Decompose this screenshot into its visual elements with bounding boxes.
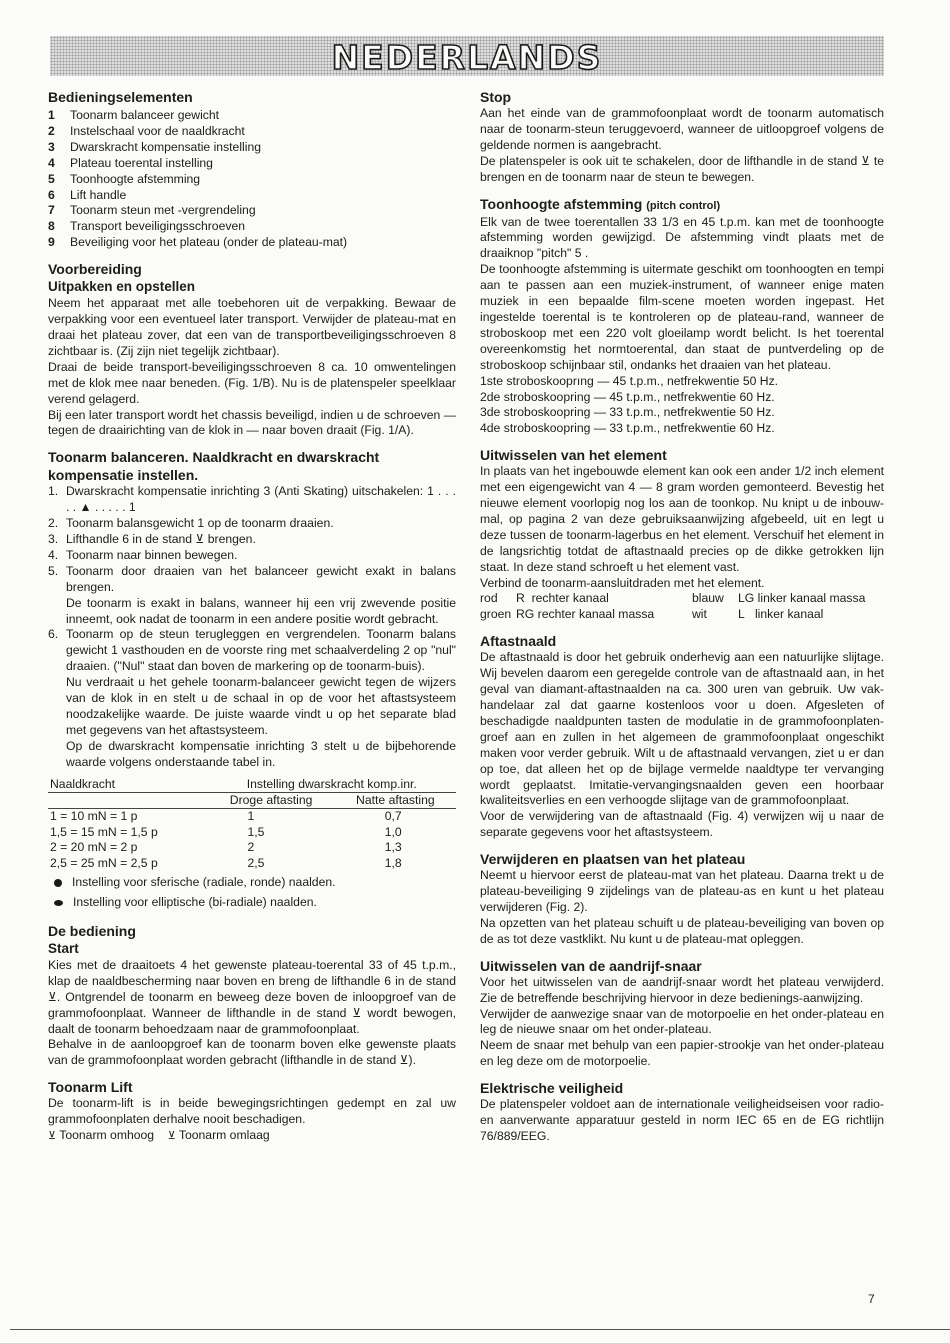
list-item <box>48 564 456 628</box>
page-title: NEDERLANDS <box>331 38 603 77</box>
paragraph: Verwijder de aanwezige snaar van de motorpoelie en het onder-plateau en leg de nieuwe snaar om het onder-plateau. <box>480 1006 884 1037</box>
paragraph: De toonarm-lift is in beide bewegingsrichtingen gedempt en zal uw grammofoonplaten derhalve nooit beschadigen. <box>48 1096 456 1127</box>
paragraph: Verbind de toonarm-aansluitdraden met het element. <box>480 575 765 590</box>
heading-stop: Stop <box>480 89 512 105</box>
table-cell: 1,0 <box>384 824 402 839</box>
item-text: Instelschaal voor de naaldkracht <box>70 123 245 138</box>
paragraph: De aftastnaald is door het gebruik onderhevig aan een natuurlijke slijtage. Wij bevelen daarom een geregelde controle van de aftastnaald aan, in het geval van diamant-aftastnaalden na ca. 300 uren van gebruik. Uw vak-handelaar zal dat gaarne kostenloos voor u doen. Afgesleten of beschadigde naaldpunten tasten de modulatie in de grammofoonplaten-groef aan en zullen in het algemeen de grammofoonplaat ongeschikt maken voor verder gebruik. Wilt u de aftastnaald vervangen, ziet u er dan op toe, dat alleen het op de bijlage vermelde naaldtype ter vervanging wordt geplaatst. Imitatie-vervangingsnaalden geven een hoorbaar kwaliteitsverlies en een verhoogde slijtage van de grammofoonplaat. <box>480 650 884 808</box>
round-dot-icon <box>54 879 62 887</box>
heading-voorbereiding: Voorbereiding <box>48 261 142 278</box>
item-number: 8 <box>48 219 55 234</box>
table-subheader <box>48 793 456 809</box>
heading-snaar: Uitwisselen van de aandrijf-snaar <box>480 957 702 974</box>
item-text: Toonhoogte afstemming <box>70 171 201 186</box>
table-cell: 1 <box>247 809 255 824</box>
note-text: Instelling voor sferische (radiale, ronde) naalden. <box>72 875 336 890</box>
stroboscope-list <box>480 374 884 438</box>
heading-de-bediening: De bediening <box>48 922 136 939</box>
paragraph: Draai de beide transport-beveiligingsschroeven 8 ca. 10 omwentelingen met de klok mee naar beneden. (Fig. 1/B). Nu is de platenspeler speelklaar verend gelagerd. <box>48 359 456 406</box>
table-cell: 0,7 <box>384 809 402 824</box>
table-cell: 1,8 <box>384 855 402 870</box>
table-cell: blauw <box>692 591 724 606</box>
item-text: Beveiliging voor het plateau (onder de plateau-mat) <box>70 235 348 250</box>
item-number: 7 <box>48 203 55 218</box>
table-header-cell: Natte aftasting <box>335 793 456 809</box>
ellipse-dot-icon <box>54 900 63 906</box>
left-column <box>48 88 456 1145</box>
item-number: 3 <box>48 139 55 154</box>
paragraph: Neem het apparaat met alle toebehoren uit de verpakking. Bewaar de verpakking voor een eventueel later transport. Verwijder de plateau-mat en draai het plateau zover, dat een van de transportbeveiligingsschroeven 8 zichtbaar is. (Zij zijn niet tegelijk zichtbaar). <box>48 296 456 358</box>
step-number: 1. <box>48 484 59 499</box>
list-item: 2de stroboskoopring — 45 t.p.m., netfrekwentie 60 Hz. <box>480 389 775 404</box>
step-number: 5. <box>48 563 59 578</box>
wire-code: L <box>738 607 745 622</box>
list-item <box>48 219 456 235</box>
heading-plateau: Verwijderen en plaatsen van het plateau <box>480 851 746 868</box>
step-text: Dwarskracht kompensatie inrichting 3 (Anti Skating) uitschakelen: 1 . . . . . ▲ . . . . . 1 <box>66 484 456 515</box>
table-row <box>48 809 456 825</box>
list-item <box>48 627 456 770</box>
table-cell: wit <box>692 607 707 622</box>
steps-list <box>48 484 456 770</box>
step-number: 4. <box>48 547 59 562</box>
item-text: Lift handle <box>70 187 127 202</box>
table-note <box>48 895 456 911</box>
item-text: Toonarm steun met -vergrendeling <box>70 203 256 218</box>
heading-bedieningselementen: Bedieningselementen <box>48 89 193 105</box>
list-item: 1ste stroboskooprıng — 45 t.p.m., netfrekwentie 50 Hz. <box>480 373 779 388</box>
table-cell: 1,5 = 15 mN = 1,5 p <box>50 824 158 839</box>
wire-color-table <box>480 591 884 623</box>
list-item <box>48 548 456 564</box>
paragraph: In plaats van het ingebouwde element kan ook een ander 1/2 inch element met een eigengewicht van 4 — 8 gram worden gemonteerd. Bevestig het nieuwe element voorlopig nog los aan de toonkop. Nu knipt u de inbouw-mal, op pagina 2 van deze gebruiksaanwijzing afgebeeld, uit en legt u deze tussen de toonarm-lagerbus en het element. Verschuif het element in de langsrichtig totdat de aftastnaald precies op de dikke getrokken lijn staat. In deze stand schroeft u het element vast. <box>480 464 884 574</box>
table-cell: 1,3 <box>384 840 402 855</box>
list-item <box>48 516 456 532</box>
table-cell: 1 = 10 mN = 1 p <box>50 809 138 824</box>
item-number: 1 <box>48 108 55 122</box>
paragraph: De platenspeler is ook uit te schakelen, door de lifthandle in de stand ⊻ te brengen en de toonarm naar de steun te bewegen. <box>480 153 884 184</box>
step-text: De toonarm is exakt in balans, wanneer hij een vrij zwevende positie inneemt, ook nadat de toonarm in een andere positie wordt gebracht. <box>66 595 456 626</box>
lift-legend <box>48 1128 456 1145</box>
list-item <box>48 124 456 140</box>
table-cell: rod <box>480 591 498 606</box>
paragraph: Kies met de draaitoets 4 het gewenste plateau-toerental 33 of 45 t.p.m., klap de naaldbescherming naar boven en breng de lifthandle 6 in de stand ⊻. Ontgrendel de toonarm en beweeg deze boven de inloopgroef van de grammofoonplaat. Wanneer de lifthandle in de stand ⊻ wordt bewogen, daalt de toonarm behoedzaam naar de grammofoonplaat. <box>48 957 456 1036</box>
table-row <box>48 856 456 871</box>
heading-toonarm-balanceren: Toonarm balanceren. Naaldkracht en dwarskracht kompensatie instellen. <box>48 449 380 484</box>
step-text: Toonarm balansgewicht 1 op de toonarm draaien. <box>66 516 334 531</box>
table-header <box>48 777 456 793</box>
step-text: Nu verdraait u het gehele toonarm-balanceer gewicht tegen de wijzers van de klok in en stelt u de schaal in op de voor het aftastsysteem noodzakelijke waarde. De juiste waarde vindt u op het separate blad met gegevens van het aftastsysteem. <box>66 675 456 737</box>
table-header-cell <box>48 793 208 809</box>
table-cell: 2,5 = 25 mN = 2,5 p <box>50 855 158 870</box>
list-item <box>48 532 456 548</box>
list-item: 3de stroboskoopring — 33 t.p.m., netfrekwentie 50 Hz. <box>480 405 775 420</box>
table-cell <box>516 591 692 607</box>
step-text: Toonarm naar binnen bewegen. <box>66 547 238 562</box>
subheading-start: Start <box>48 940 79 956</box>
subheading-uitpakken: Uitpakken en opstellen <box>48 279 196 295</box>
step-text: Op de dwarskracht kompensatie inrichting 3 stelt u de bijbehorende waarde volgens onderstaande tabel in. <box>66 738 456 769</box>
table-cell <box>738 591 884 607</box>
paragraph: De platenspeler voldoet aan de internationale veiligheidseisen voor radio- en aanverwante apparatuur gesteld in norm IEC 65 en de EG richtlijn 76/889/EEG. <box>480 1097 884 1143</box>
arm-down-icon: ⊻ <box>167 1130 176 1143</box>
paragraph: Neemt u hiervoor eerst de plateau-mat van het plateau. Daarna trekt u de plateau-beveiliging 9 zijdelings van de plateau-as en kunt u het plateau verwijderen (Fig. 2). <box>480 868 884 914</box>
paragraph: Behalve in de aanloopgroef kan de toonarm boven elke gewenste plaats van de grammofoonplaat worden gebracht (lifthandle in de stand ⊻). <box>48 1037 456 1068</box>
table-row <box>48 840 456 855</box>
table-cell: 2 = 20 mN = 2 p <box>50 840 138 855</box>
list-item <box>48 484 456 516</box>
list-item: 4de stroboskoopring — 33 t.p.m., netfrekwentie 60 Hz. <box>480 421 775 436</box>
table-cell: 2 <box>247 840 255 855</box>
list-item <box>48 172 456 188</box>
step-text: Toonarm op de steun terugleggen en vergrendelen. Toonarm balans gewicht 1 vasthouden en de voorste ring met schaalverdeling 2 op "nul" draaien. ("Nul" staat dan boven de markering op de toonarm-buis). <box>66 627 456 674</box>
item-number: 5 <box>48 171 55 186</box>
heading-text: Toonhoogte afstemming <box>480 195 643 212</box>
step-text: Toonarm door draaien van het balanceer gewicht exakt in balans brengen. <box>66 563 456 594</box>
step-number: 2. <box>48 516 59 531</box>
list-item <box>48 156 456 172</box>
wire-desc: rechter kanaal <box>531 591 609 606</box>
step-number: 6. <box>48 627 59 642</box>
paragraph: De toonhoogte afstemming is uitermate geschikt om toonhoogten en tempi aan te passen aan een muziek-instrument, of wanneer enige maten muziek in een bepaalde film-scene moeten worden ingepast. Het ingestelde toerental is te kontroleren op de plateau-rand, wanneer de stroboskoop met een 220 volt gloeilamp wordt belicht. Is het toerental overeenkomstig het normtoerental, dan staat de puntverdeling op de stroboskoop schijnbaar stil, ondanks het draaien van het plateau. <box>480 262 884 372</box>
wire-code: RG <box>516 607 535 622</box>
stylus-force-table <box>48 777 456 871</box>
item-number: 2 <box>48 123 55 138</box>
heading-veiligheid: Elektrische veiligheid <box>480 1080 624 1097</box>
table-header-cell: Naaldkracht <box>48 777 208 793</box>
wire-desc: linker kanaal <box>754 607 824 622</box>
bottom-divider <box>10 1329 950 1330</box>
table-header-cell: Droge aftasting <box>208 793 335 809</box>
item-number: 4 <box>48 155 55 170</box>
heading-aftastnaald: Aftastnaald <box>480 633 557 650</box>
paragraph: Bij een later transport wordt het chassis beveiligd, indien u de schroeven — tegen de draairichting van de klok in — naar boven draait (Fig. 1/A). <box>48 407 456 438</box>
step-number: 3. <box>48 532 59 547</box>
heading-toonhoogte <box>480 195 884 215</box>
list-item <box>48 140 456 156</box>
step-text: Lifthandle 6 in de stand ⊻ brengen. <box>66 532 256 547</box>
wire-desc: linker kanaal massa <box>757 591 866 606</box>
paragraph: Neem de snaar met behulp van een papier-strookje van het onder-plateau en leg deze om de motorpoelie. <box>480 1038 884 1069</box>
item-text: Toonarm balanceer gewicht <box>70 108 220 122</box>
list-item <box>48 188 456 204</box>
note-text: Instelling voor elliptische (bi-radiale) naalden. <box>73 894 317 909</box>
title-banner <box>50 36 884 76</box>
paragraph: Na opzetten van het plateau schuift u de plateau-beveiliging van boven op de as tot deze vastklikt. Nu kunt u de plateau-mat opleggen. <box>480 915 884 946</box>
arm-up-icon: ⊻ <box>48 1130 57 1143</box>
table-cell <box>738 607 884 623</box>
heading-element: Uitwisselen van het element <box>480 447 667 464</box>
right-column <box>480 88 884 1145</box>
wire-desc: rechter kanaal massa <box>537 607 655 622</box>
controls-list <box>48 108 456 251</box>
wire-code: LG <box>738 591 755 606</box>
table-cell: 2,5 <box>247 855 265 870</box>
paragraph: Voor de verwijdering van de aftastnaald (Fig. 4) verwijzen wij u naar de separate gegevens voor het aftastsysteem. <box>480 809 884 840</box>
table-note <box>48 875 456 891</box>
table-row <box>48 825 456 840</box>
table-header-cell: Instelling dwarskracht komp.inr. <box>208 777 456 793</box>
paragraph: Voor het uitwisselen van de aandrijf-snaar wordt het plateau verwijderd. Zie de betreffende beschrijving hiervoor in deze bedienings-aanwijzing. <box>480 974 884 1005</box>
list-item <box>48 203 456 219</box>
paragraph: Elk van de twee toerentallen 33 1/3 en 45 t.p.m. kan met de toonhoogte afstemming worden gewijzigd. De afstemming vindt plaats met de draaiknop "pitch" 5 . <box>480 214 884 261</box>
lift-up-label: Toonarm omhoog <box>59 1128 155 1143</box>
list-item <box>48 235 456 251</box>
item-number: 6 <box>48 187 55 202</box>
list-item <box>48 108 456 124</box>
item-text: Transport beveiligingsschroeven <box>70 219 246 234</box>
item-text: Plateau toerental instelling <box>70 155 213 170</box>
table-cell: groen <box>480 607 512 622</box>
wire-code: R <box>516 591 525 606</box>
lift-down-label: Toonarm omlaag <box>178 1128 270 1143</box>
page-number: 7 <box>868 1292 875 1306</box>
item-text: Dwarskracht kompensatie instelling <box>70 139 262 154</box>
heading-toonarm-lift: Toonarm Lift <box>48 1079 133 1096</box>
table-cell <box>516 607 692 623</box>
heading-suffix: (pitch control) <box>646 199 721 212</box>
paragraph: Aan het einde van de grammofoonplaat wordt de toonarm automatisch naar de toonarm-steun teruggevoerd, wanneer de uitloopgroef volgens de geldende normen is aangebracht. <box>480 106 884 152</box>
table-cell: 1,5 <box>247 824 265 839</box>
item-number: 9 <box>48 235 55 250</box>
